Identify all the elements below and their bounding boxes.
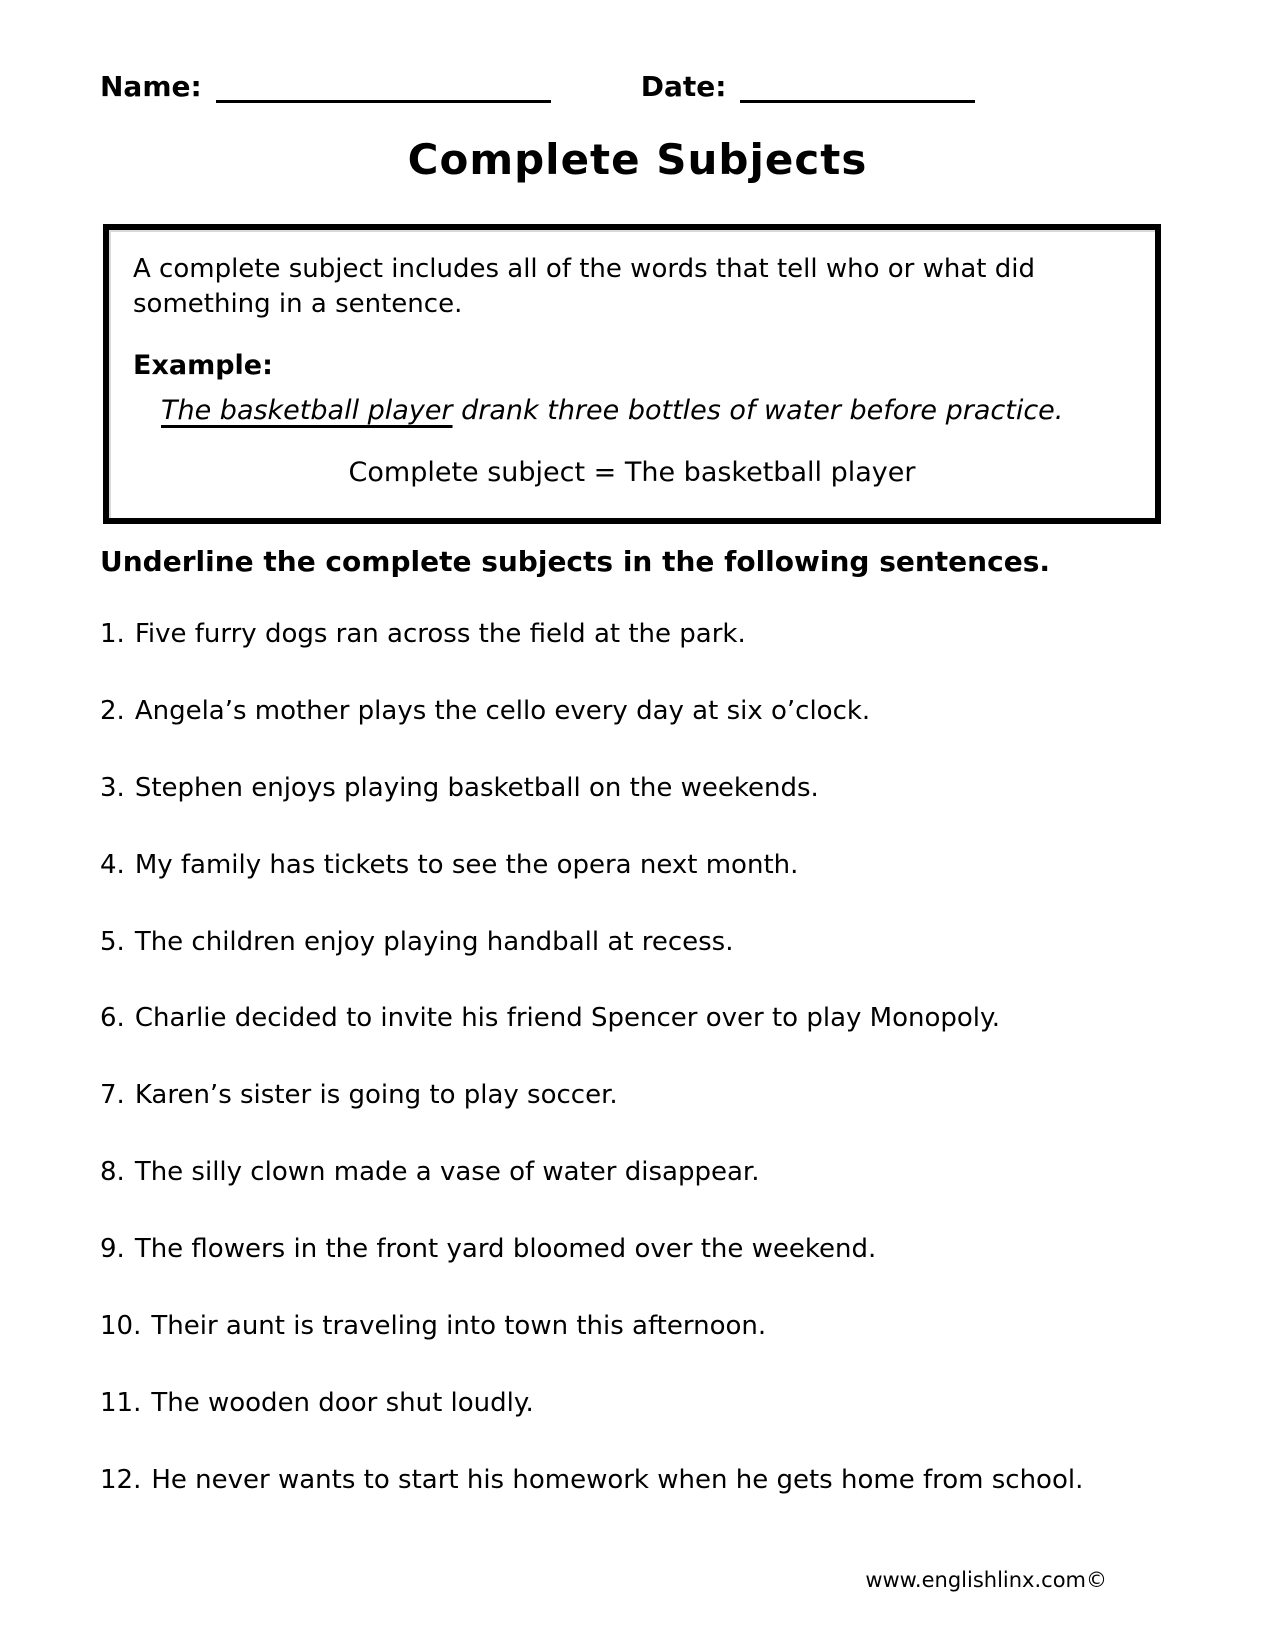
sentence-text: The silly clown made a vase of water disappear. [134, 1157, 760, 1188]
example-sentence-rest: drank three bottles of water before practice. [452, 394, 1064, 426]
sentence-text: The flowers in the front yard bloomed over the weekend. [134, 1234, 877, 1265]
sentence-item [100, 1466, 1195, 1496]
example-answer: Complete subject = The basketball player [348, 457, 916, 489]
page-title: Complete Subjects [407, 135, 868, 184]
sentence-text: The children enjoy playing handball at recess. [134, 926, 734, 957]
sentence-list [100, 620, 1195, 1543]
sentence-number: 7. [100, 1080, 125, 1111]
sentence-item [100, 928, 1195, 958]
footer-website: www.englishlinx.com© [865, 1568, 1107, 1592]
date-input-line[interactable] [740, 70, 975, 103]
sentence-number: 1. [100, 619, 125, 649]
example-subject-underlined: The basketball player [161, 394, 453, 426]
sentence-item [100, 1235, 1195, 1265]
sentence-item [100, 851, 1195, 881]
sentence-item [100, 1081, 1195, 1111]
sentence-text: Their aunt is traveling into town this afternoon. [151, 1311, 767, 1342]
sentence-text: He never wants to start his homework when he gets home from school. [151, 1464, 1084, 1495]
sentence-item [100, 620, 1195, 650]
sentence-text: My family has tickets to see the opera next month. [134, 849, 799, 880]
name-label: Name: [100, 70, 202, 103]
definition-text: A complete subject includes all of the words that tell who or what did something in a sentence. [133, 254, 1036, 320]
sentence-number: 6. [100, 1003, 125, 1034]
sentence-number: 4. [100, 849, 125, 880]
sentence-number: 5. [100, 926, 125, 957]
example-box [103, 224, 1161, 524]
sentence-item [100, 1312, 1195, 1342]
sentence-item [100, 1389, 1195, 1419]
example-label: Example: [133, 350, 273, 382]
name-input-line[interactable] [216, 70, 551, 103]
sentence-text: Five furry dogs ran across the field at the park. [134, 619, 746, 649]
sentence-number: 3. [100, 772, 125, 803]
date-field-group [641, 70, 976, 103]
sentence-number: 2. [100, 695, 125, 726]
sentence-text: The wooden door shut loudly. [151, 1387, 534, 1418]
instructions-text: Underline the complete subjects in the following sentences. [100, 545, 1050, 578]
sentence-item [100, 774, 1195, 804]
sentence-text: Charlie decided to invite his friend Spencer over to play Monopoly. [134, 1003, 1000, 1034]
sentence-text: Angela’s mother plays the cello every day at six o’clock. [134, 695, 871, 726]
sentence-item [100, 1004, 1195, 1034]
example-sentence [161, 393, 1131, 429]
sentence-number: 12. [100, 1464, 142, 1495]
name-field-group [100, 70, 551, 103]
sentence-item [100, 1158, 1195, 1188]
sentence-number: 10. [100, 1311, 142, 1342]
sentence-item [100, 697, 1195, 727]
sentence-number: 9. [100, 1234, 125, 1265]
sentence-text: Karen’s sister is going to play soccer. [134, 1080, 618, 1111]
header [100, 70, 1175, 103]
sentence-number: 11. [100, 1387, 142, 1418]
sentence-text: Stephen enjoys playing basketball on the weekends. [134, 772, 819, 803]
date-label: Date: [640, 70, 727, 103]
sentence-number: 8. [100, 1157, 125, 1188]
